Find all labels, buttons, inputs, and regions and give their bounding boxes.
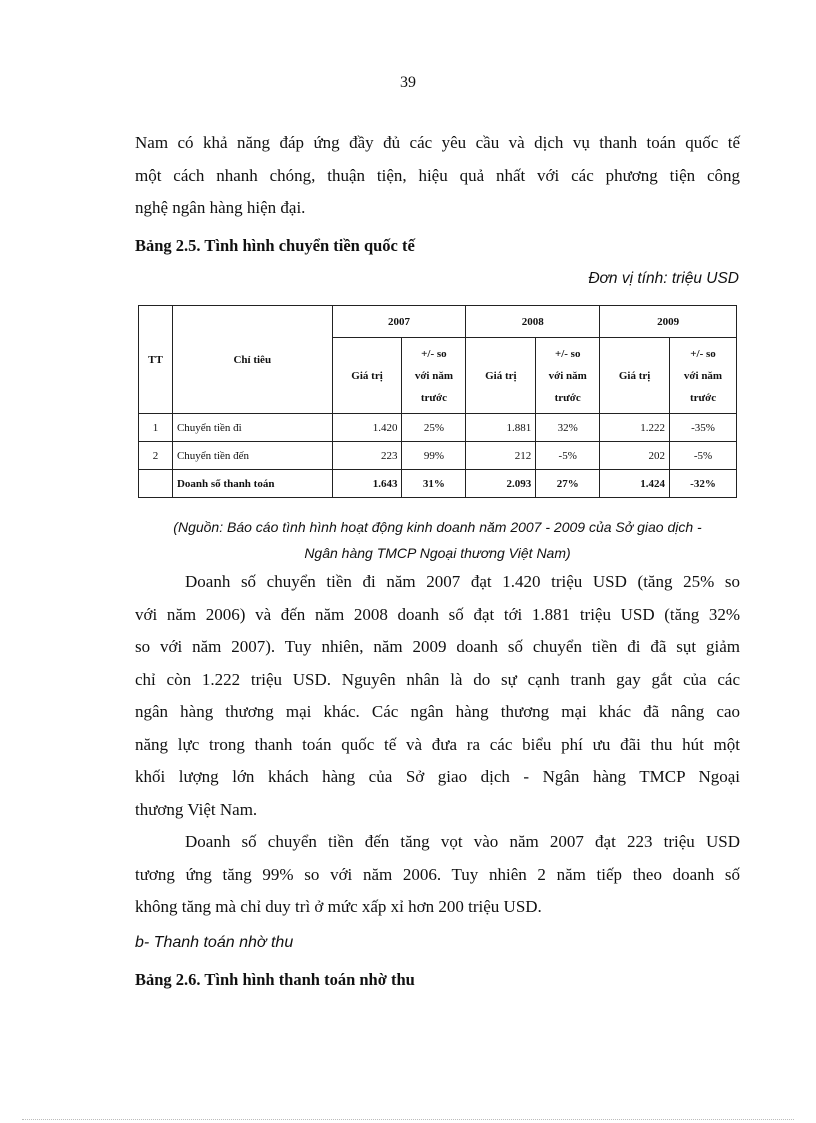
header-change: +/- so với năm trước: [536, 338, 600, 414]
transfer-table: [138, 305, 737, 498]
header-value: Giá trị: [600, 338, 670, 414]
header-change: +/- so với năm trước: [670, 338, 737, 414]
intro-line: nghệ ngân hàng hiện đại.: [135, 198, 306, 217]
intro-line: một cách nhanh chóng, thuận tiện, hiệu quả nhất với các phương tiện công: [135, 165, 740, 185]
cell-value: 1.643: [332, 470, 402, 498]
paragraph-line: tương ứng tăng 99% so với năm 2006. Tuy nhiên 2 năm tiếp theo doanh số: [135, 864, 740, 884]
cell-value: 1.222: [600, 414, 670, 442]
cell-change: 25%: [402, 414, 466, 442]
paragraph-line: thương Việt Nam.: [135, 799, 258, 819]
cell-change: 99%: [402, 442, 466, 470]
table-total-row: [139, 470, 737, 498]
cell-change: -5%: [536, 442, 600, 470]
cell-value: 1.881: [466, 414, 536, 442]
header-value: Giá trị: [332, 338, 402, 414]
paragraph-line: chỉ còn 1.222 triệu USD. Nguyên nhân là do sự cạnh tranh gay gắt của các: [135, 669, 740, 689]
cell-value: 1.424: [600, 470, 670, 498]
unit-label: Đơn vị tính: triệu USD: [588, 270, 739, 287]
cell-change: -5%: [670, 442, 737, 470]
header-change: +/- so với năm trước: [402, 338, 466, 414]
paragraph-outgoing: [135, 566, 740, 826]
paragraph-line: so với năm 2007). Tuy nhiên, năm 2009 doanh số chuyển tiền đi đã sụt giảm: [135, 637, 740, 656]
cell-value: 212: [466, 442, 536, 470]
paragraph-line: ngân hàng thương mại khác. Các ngân hàng thương mại khác đã nâng cao: [135, 702, 740, 721]
cell-change: 31%: [402, 470, 466, 498]
table-title: Bảng 2.5. Tình hình chuyển tiền quốc tế: [135, 236, 415, 255]
cell-indicator: Chuyển tiền đến: [172, 442, 332, 470]
cell-value: 1.420: [332, 414, 402, 442]
cell-change: -32%: [670, 470, 737, 498]
cell-value: 202: [600, 442, 670, 470]
page-bottom-rule: [22, 1119, 794, 1120]
cell-value: 223: [332, 442, 402, 470]
next-table-title: Bảng 2.6. Tình hình thanh toán nhờ thu: [135, 970, 415, 989]
cell-change: 32%: [536, 414, 600, 442]
paragraph-incoming: [135, 826, 740, 924]
cell-value: 2.093: [466, 470, 536, 498]
cell-tt: [139, 470, 173, 498]
header-year: 2008: [466, 306, 600, 338]
paragraph-line: với năm 2006) và đến năm 2008 doanh số đạt tới 1.881 triệu USD (tăng 32%: [135, 604, 740, 624]
table-row: [139, 414, 737, 442]
paragraph-line: năng lực trong thanh toán quốc tế và đưa ra các biểu phí ưu đãi thu hút một: [135, 734, 740, 754]
cell-tt: 1: [139, 414, 173, 442]
table-row: [139, 442, 737, 470]
paragraph-line: khối lượng lớn khách hàng của Sở giao dịch - Ngân hàng TMCP Ngoại: [135, 767, 740, 786]
intro-paragraph: [135, 127, 740, 225]
cell-change: 27%: [536, 470, 600, 498]
paragraph-line: Doanh số chuyển tiền đi năm 2007 đạt 1.420 triệu USD (tăng 25% so: [185, 572, 740, 591]
header-tt: TT: [139, 306, 173, 414]
paragraph-line: Doanh số chuyển tiền đến tăng vọt vào năm 2007 đạt 223 triệu USD: [185, 832, 740, 851]
source-line: Ngân hàng TMCP Ngoại thương Việt Nam): [304, 545, 571, 561]
page-number: 39: [400, 74, 416, 91]
cell-tt: 2: [139, 442, 173, 470]
cell-indicator: Doanh số thanh toán: [172, 470, 332, 498]
header-value: Giá trị: [466, 338, 536, 414]
cell-indicator: Chuyển tiền đi: [172, 414, 332, 442]
table-header-row: [139, 306, 737, 338]
header-year: 2007: [332, 306, 466, 338]
intro-line: Nam có khả năng đáp ứng đầy đủ các yêu cầu và dịch vụ thanh toán quốc tế: [135, 133, 740, 152]
source-line: (Nguồn: Báo cáo tình hình hoạt động kinh doanh năm 2007 - 2009 của Sở giao dịch -: [173, 519, 702, 535]
header-year: 2009: [600, 306, 737, 338]
header-indicator: Chỉ tiêu: [172, 306, 332, 414]
source-note: [135, 514, 740, 566]
subsection-heading: b- Thanh toán nhờ thu: [135, 934, 294, 951]
cell-change: -35%: [670, 414, 737, 442]
paragraph-line: không tăng mà chỉ duy trì ở mức xấp xỉ hơn 200 triệu USD.: [135, 897, 542, 916]
